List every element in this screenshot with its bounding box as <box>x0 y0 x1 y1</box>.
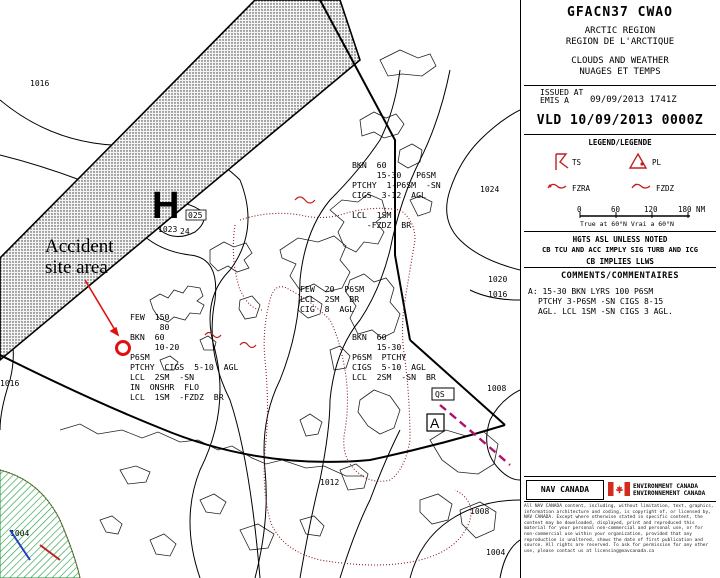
issued-value: 09/09/2013 1741Z <box>590 95 677 105</box>
high-value: 1023 <box>158 225 178 234</box>
box-west <box>130 312 239 402</box>
legend-fzra: FZRA <box>572 184 591 193</box>
valid-time: VLD 10/09/2013 0000Z <box>536 113 704 128</box>
qs-label: QS <box>435 390 445 399</box>
legend-ts: TS <box>572 158 582 167</box>
cloud-text-line: PTCHY 1-P6SM -SN <box>352 180 441 190</box>
legend-symbols <box>520 148 720 203</box>
high-direction: 24 <box>180 227 190 236</box>
chart-info-panel <box>520 0 720 578</box>
cloud-text-line: CIGS 5-10 AGL <box>352 362 426 372</box>
isobar-labels <box>0 79 507 557</box>
cloud-text-line: LCL 1SM <box>352 210 392 220</box>
cloud-text-line: P6SM <box>130 352 150 362</box>
comments-title: COMMENTS/COMMENTAIRES <box>561 271 679 281</box>
isobar-lines <box>0 70 520 578</box>
scale-note: True at 60°N Vrai a 60°N <box>580 220 674 228</box>
scale-60: 60 <box>611 205 621 214</box>
weather-symbols-red <box>205 197 315 348</box>
high-symbol: H <box>152 185 180 227</box>
nav-canada-logo: NAV CANADA <box>526 480 604 500</box>
high-motion: 025 <box>188 211 203 220</box>
cloud-text-line: 80 <box>130 322 170 332</box>
isobar-label: 1008 <box>487 384 507 393</box>
cloud-text-line: CIGS 3-12 AGL <box>352 190 426 200</box>
canada-flag-icon <box>608 482 630 496</box>
cloud-text-line: 15-30 P6SM <box>352 170 436 180</box>
area-marker <box>427 388 454 431</box>
isobar-label: 1016 <box>30 79 50 88</box>
pl-icon <box>630 154 646 168</box>
cloud-text-line: PTCHY CIGS 5-10 AGL <box>130 362 239 372</box>
cloud-text-line: P6SM PTCHY <box>352 352 407 362</box>
scale-180: 180 NM <box>678 205 706 214</box>
bottom-left-hatch <box>0 470 80 578</box>
cloud-text-line: CIG 8 AGL <box>300 304 355 314</box>
scale-120: 120 <box>644 205 658 214</box>
isobar-label: 1012 <box>320 478 340 487</box>
pink-dashed-line <box>440 405 510 465</box>
cloud-text-line: BKN 60 <box>352 160 387 170</box>
isobar-label: 1016 <box>0 379 20 388</box>
note-cb-llws: CB IMPLIES LLWS <box>586 257 654 266</box>
legend-pl: PL <box>652 158 662 167</box>
accident-site-marker <box>117 342 130 355</box>
comment-line-1: A: 15-30 BKN LYRS 100 P6SM <box>528 287 654 296</box>
legend-fzdz: FZDZ <box>656 184 675 193</box>
cloud-text-line: LCL 2SM BR <box>300 294 360 304</box>
cloud-text-line: BKN 60 <box>130 332 165 342</box>
isobar-label: 1008 <box>470 507 490 516</box>
box-east <box>352 332 436 382</box>
icing-boundary-red <box>233 208 471 565</box>
cloud-text-line: FEW 150 <box>130 312 170 322</box>
region-fr: REGION DE L'ARCTIQUE <box>565 37 675 47</box>
note-cb-tcu: CB TCU AND ACC IMPLY SIG TURB AND ICG <box>542 246 698 254</box>
copyright-fine-print: All NAV CANADA content, including, without limitation, text, graphics, information architecture and coding, is copyright of, or licensed by, NAV CANADA. Except where otherwise stated in specific content, the content may be downloaded, displayed, print and reproduced this material for your personal non-commercial and personal use, or for non-commercial use within your organization, provided that any reproduction is unaltered, shows the date of first publication and source. All rights are reserved. To ask for permission for any other use, please contact us at licensing@navcanada.ca <box>524 504 714 554</box>
isobar-label: 1004 <box>486 548 506 557</box>
comment-line-3: AGL. LCL 1SM -SN CIGS 3 AGL. <box>538 307 673 316</box>
isobar-label: 1024 <box>480 185 500 194</box>
cloud-text-line: LCL 2SM -SN <box>130 372 195 382</box>
cloud-text-line: LCL 1SM -FZDZ BR <box>130 392 224 402</box>
cloud-text-line: IN ONSHR FLO <box>130 382 200 392</box>
ts-icon <box>556 154 568 170</box>
region-en: ARCTIC REGION <box>584 26 656 36</box>
isobar-label: 1016 <box>488 290 508 299</box>
cloud-text-line: BKN 60 <box>352 332 387 342</box>
annotation-line-1: Accident <box>45 236 114 257</box>
cloud-text-line: FEW 20 P6SM <box>300 284 365 294</box>
pl-dot <box>640 162 643 165</box>
area-label: A <box>430 415 440 431</box>
box-north <box>352 160 441 230</box>
title-en: CLOUDS AND WEATHER <box>571 56 669 66</box>
scale-0: 0 <box>577 205 582 214</box>
comment-line-2: PTCHY 3-P6SM -SN CIGS 8-15 <box>538 297 664 306</box>
annotation-line-2: site area <box>45 257 108 278</box>
isobar-label: 1020 <box>488 275 508 284</box>
note-heights: HGTS ASL UNLESS NOTED <box>572 235 668 244</box>
legend-title: LEGEND/LEGENDE <box>588 138 652 147</box>
title-fr: NUAGES ET TEMPS <box>579 67 661 77</box>
cloud-text-line: 15-30 <box>352 342 402 352</box>
chart-id: GFACN37 CWAO <box>567 5 673 20</box>
cloud-text-line: LCL 2SM -SN BR <box>352 372 436 382</box>
cloud-text-line: 10-20 <box>130 342 180 352</box>
env-canada-fr: ENVIRONNEMENT CANADA <box>633 490 706 497</box>
issued-label: ISSUED AT EMIS A <box>540 88 584 105</box>
cloud-text-line: -FZDZ BR <box>352 220 412 230</box>
env-canada-en: ENVIRONMENT CANADA <box>633 483 699 490</box>
